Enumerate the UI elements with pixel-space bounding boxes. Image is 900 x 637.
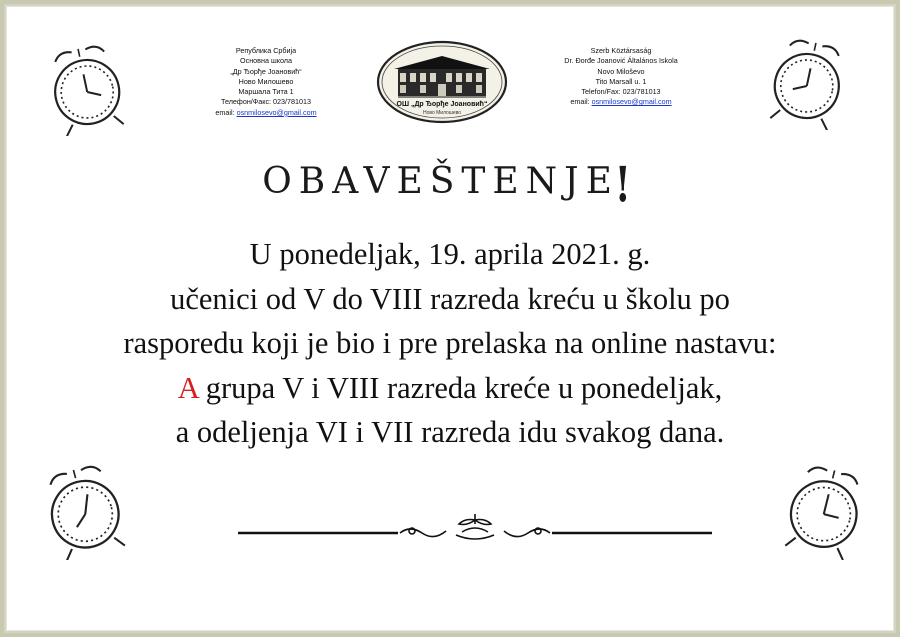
group-a-label: A [177, 370, 199, 405]
header-right-line: Telefon/Fax: 023/781013 [581, 87, 661, 97]
header-left-line: Телефон/Факс: 023/781013 [220, 97, 312, 107]
header-left-line: Република Србија [235, 46, 297, 55]
logo-school-name: ОШ „Др Ђорђе Јоановић“ [396, 101, 488, 108]
notice-line-3: rasporedu koji je bio i pre prelaska na online nastavu: [123, 326, 777, 360]
notice-title-text: OBAVEŠTENJE [262, 161, 619, 202]
header-right-line: Novo Miloševo [597, 66, 645, 76]
notice-line-5: a odeljenja VI i VII razreda idu svakog dana. [175, 415, 725, 449]
header-right-line: Tito Marsall u. 1 [595, 76, 647, 86]
ornament-divider-icon [236, 512, 714, 546]
alarm-clock-icon [764, 30, 850, 130]
header-right-hungarian [546, 46, 696, 108]
notice-line-4 [0, 366, 900, 411]
notice-title [0, 156, 900, 214]
school-logo [376, 40, 508, 126]
header-right-email-link[interactable]: osnmilosevo@gmail.com [591, 97, 672, 107]
alarm-clock-icon [780, 456, 868, 560]
header-left-email-line [196, 108, 336, 118]
header-left-cyrillic [196, 46, 336, 118]
notice-body [0, 232, 900, 455]
logo-place-name: Ново Милошево [422, 110, 462, 116]
alarm-clock-icon [40, 456, 130, 560]
email-prefix: email: [570, 97, 590, 107]
header-left-email-link[interactable]: osnmilosevo@gmail.com [236, 107, 317, 117]
email-prefix: email: [215, 107, 235, 117]
header-left-line: Маршала Тита 1 [238, 87, 294, 97]
alarm-clock-icon [44, 36, 130, 136]
notice-line-4-text: grupa V i VIII razreda kreće u ponedeljak, [198, 370, 723, 405]
header-right-email-line [546, 97, 696, 107]
notice-line-2: učenici od V do VIII razreda kreću u školu po [170, 281, 730, 316]
header-left-line: Основна школа [240, 56, 292, 66]
notice-line-1: U ponedeljak, 19. aprila 2021. g. [249, 237, 651, 271]
header-left-line: Ново Милошево [238, 76, 294, 86]
notice-title-exclamation: ! [614, 156, 638, 214]
header-left-line: „Др Ђорђе Јоановић“ [230, 66, 302, 76]
header-right-line: Dr. Đorđe Joanović Általános Iskola [564, 56, 678, 66]
header-right-line: Szerb Köztársaság [590, 46, 652, 55]
